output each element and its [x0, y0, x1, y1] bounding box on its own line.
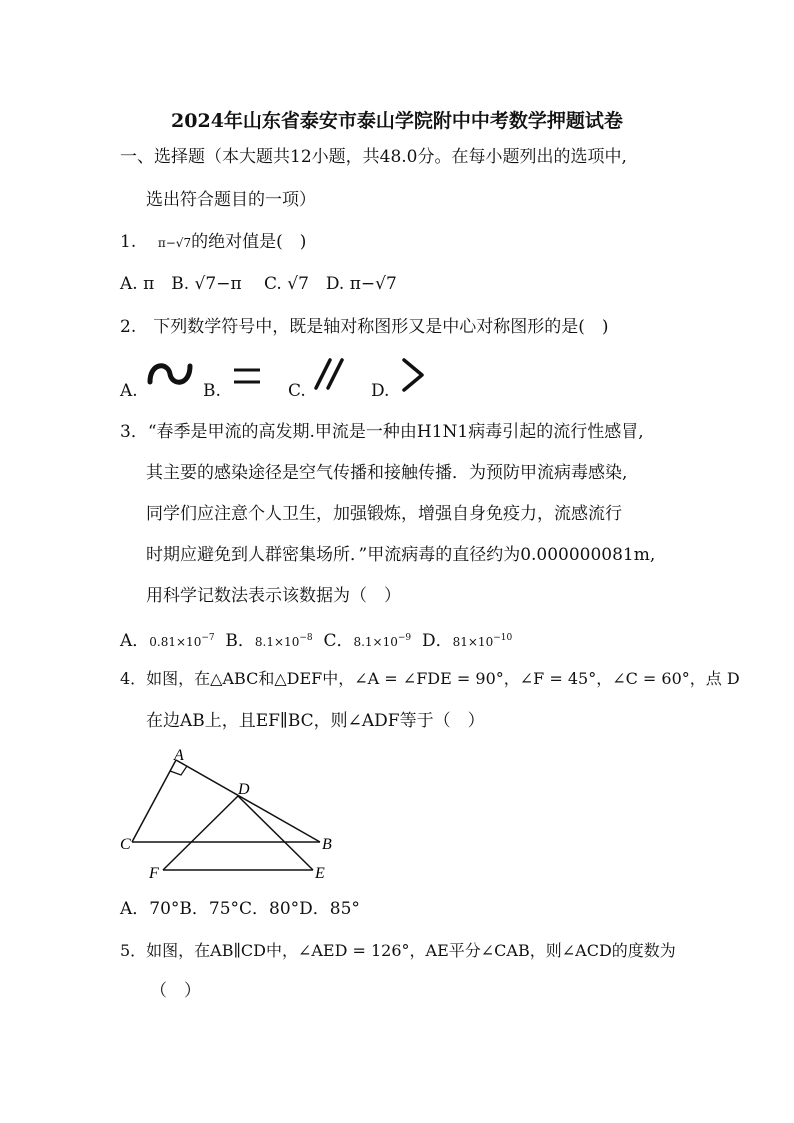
label-e: E — [315, 865, 325, 882]
question-4-line2: 在边AB上，且EF∥BC，则∠ADF等于（ ） — [146, 711, 485, 731]
question-3-options — [120, 627, 512, 653]
question-3-line5: 用科学记数法表示该数据为（ ） — [146, 586, 401, 606]
q3-option-d-exponent: −10 — [493, 633, 513, 643]
q2-option-b-label: B. — [203, 381, 221, 401]
section-heading-line2: 选出符合题目的一项） — [146, 190, 316, 210]
question-3-line4: 时期应避免到人群密集场所．”甲流病毒的直径约为0.000000081m, — [146, 545, 656, 565]
page-title: 2024年山东省泰安市泰山学院附中中考数学押题试卷 — [171, 110, 623, 132]
q3-option-d-label: D． — [421, 631, 453, 651]
question-2-stem: 2. 下列数学符号中，既是轴对称图形又是中心对称图形的是( ) — [120, 317, 609, 337]
q1-stem-text: 的绝对值是( ) — [191, 232, 307, 252]
q3-option-a-value: 0.81×10 — [149, 635, 202, 649]
q2-option-c-symbol — [310, 356, 350, 392]
q2-option-b-symbol — [230, 356, 266, 392]
question-1-stem — [120, 231, 306, 254]
q3-option-a-label: A． — [120, 631, 150, 651]
q3-option-b-label: B． — [225, 631, 255, 651]
q4-geometry-figure — [110, 742, 350, 887]
q3-option-d-value: 81×10 — [452, 635, 494, 649]
question-4-options: A．70°B．75°C．80°D．85° — [120, 899, 360, 919]
question-3-line3: 同学们应注意个人卫生，加强锻炼，增强自身免疫力，流感流行 — [146, 504, 622, 524]
segment-ac — [132, 760, 176, 842]
q2-option-d-symbol — [398, 356, 430, 394]
question-5-line2: （ ） — [150, 981, 201, 1001]
segment-de — [238, 796, 313, 870]
label-c: C — [120, 836, 131, 853]
question-1-options: A. π B. √7−π C. √7 D. π−√7 — [120, 274, 397, 294]
q3-option-c-label: C． — [323, 631, 354, 651]
question-3-line2: 其主要的感染途径是空气传播和接触传播．为预防甲流病毒感染, — [146, 463, 628, 483]
segment-df — [163, 796, 238, 870]
label-d: D — [238, 781, 250, 798]
q3-option-c-value: 8.1×10 — [353, 635, 398, 649]
question-number: 1. — [120, 232, 137, 252]
q3-option-a-exponent: −7 — [201, 633, 215, 643]
label-a: A — [174, 747, 184, 764]
label-f: F — [149, 865, 159, 882]
question-5-line1: 5．如图，在AB∥CD中，∠AED = 126°，AE平分∠CAB，则∠ACD的度数为 — [120, 941, 676, 960]
label-b: B — [322, 836, 332, 853]
section-heading-line1: 一、选择题（本大题共12小题，共48.0分。在每小题列出的选项中, — [120, 147, 627, 167]
q1-expression: π−√7 — [157, 236, 192, 250]
q2-option-a-symbol — [146, 356, 194, 392]
q3-option-c-exponent: −9 — [397, 633, 412, 643]
q3-option-b-exponent: −8 — [299, 633, 313, 643]
segment-ab — [176, 760, 320, 842]
q3-option-b-value: 8.1×10 — [254, 635, 300, 649]
q2-option-d-label: D. — [371, 381, 390, 401]
question-4-line1: 4．如图，在△ABC和△DEF中，∠A = ∠FDE = 90°，∠F = 45°，∠C = 60°，点 D — [120, 669, 740, 688]
q2-option-c-label: C. — [288, 381, 306, 401]
q2-option-a-label: A. — [120, 381, 138, 401]
question-3-line1: 3．“春季是甲流的高发期.甲流是一种由H1N1病毒引起的流行性感冒, — [120, 422, 644, 442]
